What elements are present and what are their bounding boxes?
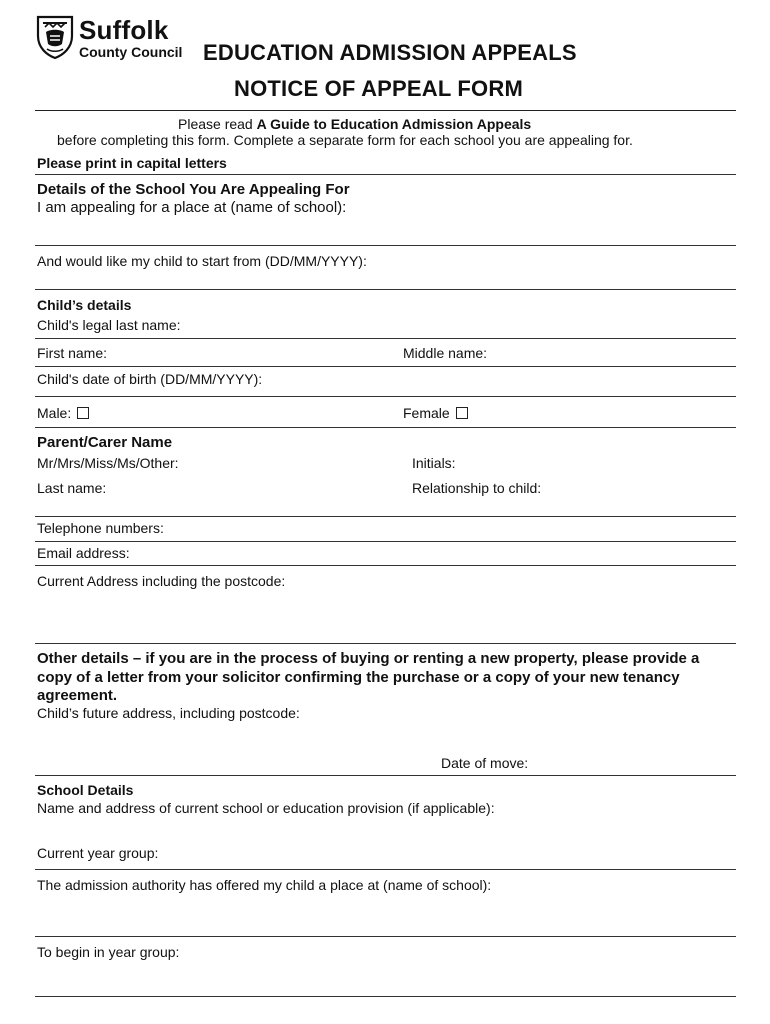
start-date-label: And would like my child to start from (DD/MM/YYYY): — [37, 253, 367, 269]
female-option — [403, 405, 468, 421]
female-label: Female — [403, 405, 450, 421]
initials-label: Initials: — [412, 455, 456, 471]
address-field[interactable] — [35, 643, 736, 644]
dob-label: Child's date of birth (DD/MM/YYYY): — [37, 371, 263, 387]
guide-title: A Guide to Education Admission Appeals — [256, 116, 532, 132]
parent-title-label: Mr/Mrs/Miss/Ms/Other: — [37, 455, 179, 471]
current-school-label: Name and address of current school or education provision (if applicable): — [37, 800, 495, 816]
logo-name: Suffolk — [79, 15, 169, 45]
male-option — [37, 405, 89, 421]
suffolk-logo — [35, 14, 210, 62]
middle-name-label: Middle name: — [403, 345, 488, 361]
offered-school-label: The admission authority has offered my child a place at (name of school): — [37, 877, 492, 893]
school-name-label: I am appealing for a place at (name of school): — [37, 199, 347, 216]
email-label: Email address: — [37, 545, 130, 561]
telephone-field[interactable] — [35, 541, 736, 542]
page-title: EDUCATION ADMISSION APPEALS — [203, 40, 577, 65]
divider — [35, 110, 736, 111]
divider — [35, 174, 736, 175]
female-checkbox[interactable] — [456, 407, 468, 419]
intro-line2: before completing this form. Complete a separate form for each school you are appealing for. — [57, 132, 633, 148]
logo-subtitle: County Council — [79, 44, 183, 60]
future-address-field[interactable] — [35, 775, 736, 776]
begin-year-field[interactable] — [35, 996, 736, 997]
other-details-heading: Other details – if you are in the process of buying or renting a new property, please provide a copy of a letter from your solicitor confirming the purchase or a copy of your new tenancy agreement. — [37, 650, 700, 704]
first-name-field[interactable] — [35, 366, 736, 367]
crest-icon — [35, 14, 75, 60]
year-group-label: Current year group: — [37, 845, 159, 861]
telephone-label: Telephone numbers: — [37, 520, 164, 536]
form-title: NOTICE OF APPEAL FORM — [234, 76, 523, 101]
parent-heading: Parent/Carer Name — [37, 434, 173, 451]
school-appeal-heading: Details of the School You Are Appealing For — [37, 181, 350, 198]
current-school-field[interactable] — [35, 869, 736, 870]
date-of-move-label: Date of move: — [441, 755, 529, 771]
school-name-field[interactable] — [35, 245, 736, 246]
parent-last-name-label: Last name: — [37, 480, 107, 496]
begin-year-label: To begin in year group: — [37, 944, 180, 960]
child-last-name-label: Child's legal last name: — [37, 317, 181, 333]
start-date-field[interactable] — [35, 289, 736, 290]
print-note: Please print in capital letters — [37, 155, 227, 171]
school-details-heading: School Details — [37, 782, 134, 798]
male-checkbox[interactable] — [77, 407, 89, 419]
male-label: Male: — [37, 405, 72, 421]
parent-name-field[interactable] — [35, 516, 736, 517]
child-last-name-field[interactable] — [35, 338, 736, 339]
dob-field[interactable] — [35, 396, 736, 397]
future-address-label: Child’s future address, including postcode: — [37, 705, 300, 721]
email-field[interactable] — [35, 565, 736, 566]
child-details-heading: Child’s details — [37, 297, 132, 313]
offered-school-field[interactable] — [35, 936, 736, 937]
intro-line1 — [178, 116, 531, 132]
address-label: Current Address including the postcode: — [37, 573, 286, 589]
first-name-label: First name: — [37, 345, 108, 361]
divider — [35, 427, 736, 428]
intro-read-prefix: Please read — [178, 116, 257, 132]
relationship-label: Relationship to child: — [412, 480, 542, 496]
